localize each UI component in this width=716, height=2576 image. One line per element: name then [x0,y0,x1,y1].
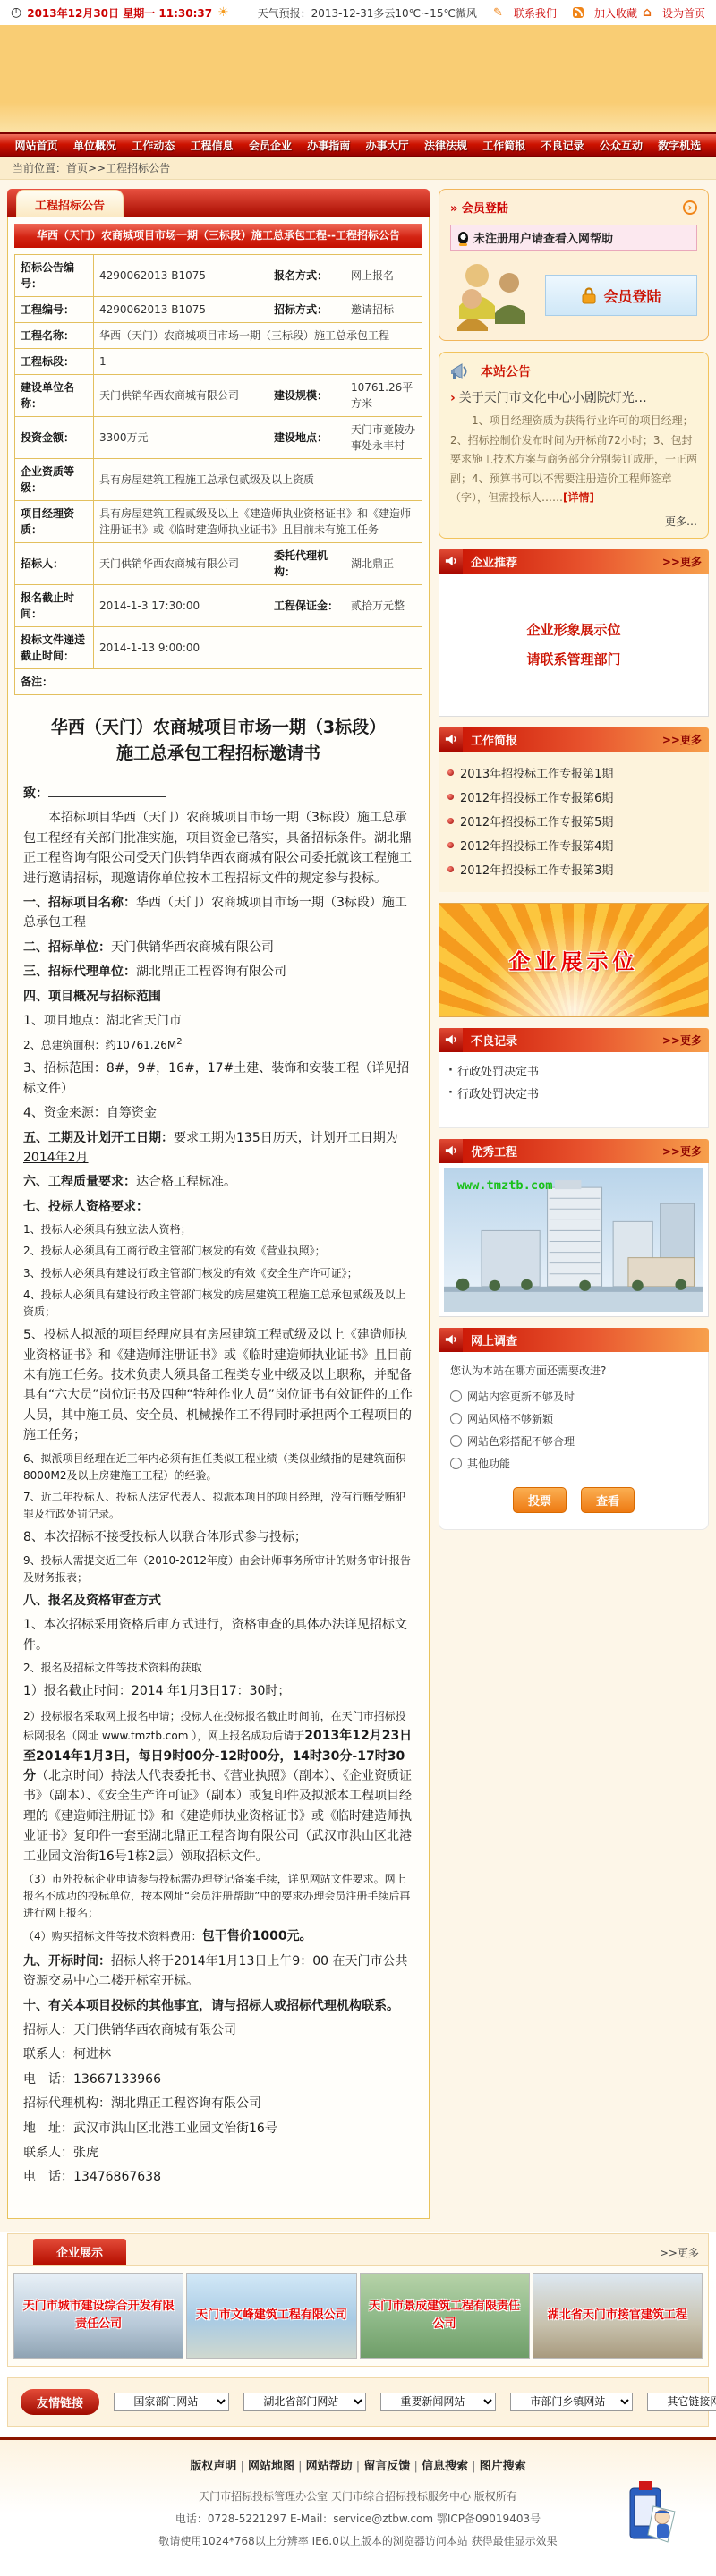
tab-tender-notice[interactable]: 工程招标公告 [16,190,124,217]
sun-icon: ☀ [217,5,229,20]
survey-section [439,1328,709,1530]
field-label: 报名截止时间： [15,585,94,627]
speaker-icon [439,727,463,752]
recommend-placeholder[interactable] [439,574,709,717]
member-login-box [439,189,709,341]
list-item[interactable] [448,857,703,881]
list-item[interactable] [448,1082,699,1104]
doc-paragraph: 1、项目地点：湖北省天门市 [23,1013,182,1028]
clock-icon: ◷ [11,5,22,20]
registration-text: 2）投标报名采取网上报名申请；投标人在投标报名截止时间前，在天门市招标投标网报名（网址 www.tmztb.com ），网上报名成功后请于 [23,1709,406,1743]
current-datetime: 2013年12月30日 星期一 11:30:37 [27,6,213,20]
doc-paragraph: 4、资金来源：自筹资金 [23,1106,157,1121]
section-text: 要求工期为 [174,1130,236,1145]
footer-link-image-search[interactable]: 图片搜索 [479,2459,526,2473]
doc-paragraph: 2、报名及招标文件等技术资料的获取 [23,1662,202,1675]
briefing-item-text: 2012年招投标工作专报第3期 [460,863,614,878]
section-text: 湖北鼎正工程咨询有限公司 [136,965,286,980]
login-row [450,259,697,331]
field-value: 天门供销华西农商城有限公司 [94,543,268,585]
survey-option[interactable] [450,1385,697,1407]
arrow-icon: › [450,391,456,405]
invitation-document [14,695,422,2212]
table-row [15,669,422,695]
doc-paragraph: 3、投标人必须具有建设行政主管部门核发的有效《安全生产许可证》； [23,1266,358,1279]
briefing-more-link[interactable]: >>更多 [661,733,702,746]
enterprise-ad-banner[interactable] [439,903,709,1017]
doc-paragraph: 8、本次招标不接受投标人以联合体形式参与投标； [23,1530,307,1545]
company-banner-image[interactable] [360,2273,530,2359]
doc-paragraph: 本招标项目华西（天门）农商城项目市场一期（3标段）施工总承包工程经有关部门批准实施，项目资金已落实，具备招标条件。湖北鼎正工程咨询有限公司受天门供销华西农商城有限公司委托就该工程施工进行邀请招标，现邀请你单位按本工程招标文件的规定参与投标。 [23,811,412,886]
field-label: 建设单位名称： [15,375,94,417]
doc-paragraph: 3、招标范围：8#，9#，16#，17#土建、装饰和安装工程（详见招标文件） [23,1061,410,1096]
survey-option[interactable] [450,1430,697,1452]
company-banner-image[interactable] [13,2273,183,2359]
fee-label: （4）购买招标文件等技术资料费用： [23,1930,202,1943]
showcase-strip [8,2266,708,2366]
footer-contact-line: 电话：0728-5221297 E-Mail：service@ztbw.com 鄂ICP备09019403号 [175,2512,541,2525]
fee-value: 包干售价1000元。 [201,1929,312,1944]
image-watermark: www.tmztb.com [456,1179,553,1194]
list-item[interactable] [448,761,703,785]
breadcrumb: 当前位置：首页>>工程招标公告 [0,157,716,180]
contact-line: 地 址：武汉市洪山区北港工业园文治街16号 [23,2121,277,2136]
field-value: 邀请招标 [345,297,422,323]
contact-line: 招标人：天门供销华西农商城有限公司 [23,2023,236,2038]
friend-links-select-province[interactable] [243,2393,366,2411]
company-banner-text: 湖北省天门市接官建筑工程 [547,2308,687,2322]
radio-button[interactable] [450,1413,462,1424]
field-value: 10761.26平方米 [345,375,422,417]
qq-penguin-icon [458,232,468,244]
nav-item-about[interactable]: 单位概况 [72,139,116,152]
survey-option-label: 其他功能 [467,1457,511,1470]
announcement-more-link[interactable]: 更多… [664,514,697,528]
survey-title: 网上调查 [471,1334,518,1348]
doc-paragraph: 1）报名截止时间：2014 年1月3日17：30时； [23,1684,291,1699]
field-value-empty [268,627,422,669]
table-row [15,627,422,669]
member-login-label: 会员登陆 [603,287,661,305]
doc-paragraph [23,938,413,957]
nav-item-laws[interactable]: 法律法规 [423,139,467,152]
doc-paragraph: 八、报名及资格审查方式 [23,1594,161,1609]
doc-paragraph: （3）市外投标企业申请参与投标需办理登记备案手续，详见网站文件要求。网上报名不成功的投标单位，按本网址“会员注册帮助”中的要求办理会员注册手续后再进行网上报名； [23,1872,411,1920]
speaker-icon [439,1028,463,1052]
field-value: 4290062013-B1075 [94,297,268,323]
bad-records-header [439,1028,709,1052]
recommend-line2: 请联系管理部门 [526,651,621,668]
main-nav [0,132,716,157]
field-value: 天门供销华西农商城有限公司 [94,375,268,417]
nav-item-members[interactable]: 会员企业 [248,139,292,152]
list-item[interactable] [448,1059,699,1082]
announcement-body-text: 1、项目经理资质为获得行业许可的项目经理；2、招标控制价发布时间为开标前72小时；3、包封要求施工技术方案与商务部分分别装订成册，一正两副；4、预算书可以不需要注册造价工程师签章（字），但需投标人…… [450,414,698,505]
bad-record-text: 行政处罚决定书 [456,1087,539,1101]
main-content [0,180,716,2232]
right-sidebar [439,189,709,1530]
table-row [15,417,422,459]
contact-line: 联系人：柯进林 [23,2047,111,2062]
bad-records-list [439,1052,709,1128]
section-heading: 二、招标单位： [23,939,111,955]
showcase-tab[interactable]: 企业展示 [33,2239,126,2265]
enterprise-showcase [7,2233,709,2367]
lock-icon [581,286,597,304]
view-results-button[interactable]: 查看 [581,1487,635,1513]
contact-line: 电 话：13476867638 [23,2170,161,2185]
field-value: 4290062013-B1075 [94,255,268,297]
field-label: 投标文件递送截止时间： [15,627,94,669]
bullet-icon [448,866,454,872]
nav-item-bad-records[interactable]: 不良记录 [541,139,584,152]
contact-line: 联系人：张虎 [23,2145,98,2160]
police-mascot-image [626,2479,678,2546]
bullet-icon [448,794,454,800]
doc-paragraph: 1、投标人必须具有独立法人资格； [23,1223,192,1237]
section-heading: 五、工期及计划开工日期： [23,1130,174,1145]
announcement-link[interactable] [450,388,697,406]
table-row [15,585,422,627]
doc-paragraph: 1、本次招标采用资格后审方式进行，资格审查的具体办法详见招标文件。 [23,1618,407,1653]
nav-item-digital[interactable]: 数字机选 [658,139,702,152]
table-row [15,349,422,375]
field-label: 企业资质等级： [15,459,94,501]
list-item[interactable] [448,833,703,857]
nav-item-home[interactable]: 网站首页 [14,139,58,152]
section-text: 天门供销华西农商城有限公司 [111,939,274,955]
rss-favorite-icon [573,7,584,18]
doc-paragraph: 七、投标人资格要求： [23,1199,149,1214]
doc-paragraph: 十、有关本项目投标的其他事宜，请与招标人或招标代理机构联系。 [23,1998,399,2013]
showcase-more-link[interactable]: >>更多 [659,2246,699,2259]
field-value: 网上报名 [345,255,422,297]
section-text: 达合格工程标准。 [136,1175,236,1190]
site-header-banner [0,25,716,132]
field-value: 华西（天门）农商城项目市场一期（三标段）施工总承包工程 [94,323,422,349]
doc-paragraph [23,1172,413,1192]
bullet-icon [448,818,454,824]
field-label: 工程保证金： [268,585,345,627]
friend-links-select-news[interactable] [380,2393,496,2411]
field-value: 具有房屋建筑工程贰级及以上《建造师执业资格证书》和《建造师注册证书》或《临时建造师执业证书》且目前未有施工任务 [94,501,422,543]
field-label: 项目经理资质： [15,501,94,543]
footer-browser-line: 敬请使用1024*768以上分辨率 IE6.0以上版本的浏览器访问本站 获得最佳显示效果 [158,2535,558,2548]
area-superscript: 2 [176,1037,183,1048]
company-banner-text: 天门市城市建设综合开发有限责任公司 [22,2300,175,2331]
footer-text [0,2486,716,2554]
doc-paragraph: 4、投标人必须具有建设行政主管部门核发的房屋建筑工程施工总承包贰级及以上资质； [23,1288,406,1318]
notice-title-bar: 华西（天门）农商城项目市场一期（三标段）施工总承包工程--工程招标公告 [14,224,422,248]
field-value: 湖北鼎正 [345,543,422,585]
expand-arrow-icon[interactable]: › [683,200,697,215]
bad-record-text: 行政处罚决定书 [456,1065,539,1079]
site-announcement-box [439,352,709,539]
left-column [7,189,430,2219]
table-row [15,323,422,349]
radio-button[interactable] [450,1390,462,1402]
field-value: 2014-1-3 17:30:00 [94,585,268,627]
table-row [15,459,422,501]
bullet-icon [448,769,454,776]
table-row [15,501,422,543]
set-homepage-link[interactable]: 设为首页 [661,6,705,20]
add-favorite-link[interactable]: 加入收藏 [593,6,637,20]
footer-link-sitemap[interactable]: 网站地图 | [248,2460,306,2473]
friend-links-bar [7,2377,709,2427]
tender-notice-box [7,217,430,2219]
company-banner-image[interactable] [533,2273,703,2359]
company-banner-text: 天门市文峰建筑工程有限公司 [195,2308,347,2322]
field-value: 1 [94,349,422,375]
field-label: 投资金额： [15,417,94,459]
survey-option[interactable] [450,1407,697,1430]
document-title-line1: 华西（天门）农商城项目市场一期（3标段） [50,718,387,737]
doc-paragraph: 9、投标人需提交近三年（2010-2012年度）由会计师事务所审计的财务审计报告及财务报表； [23,1553,412,1584]
bullet-icon: · [448,1085,453,1100]
excellent-projects-more-link[interactable]: >>更多 [661,1144,702,1158]
survey-header [439,1328,709,1352]
section-heading: 六、工程质量要求： [23,1175,136,1190]
survey-option-label: 网站内容更新不够及时 [467,1390,575,1403]
registration-dates: 2013年12月23日至2014年1月3日，每日9时00分-12时00分，14时30分-17时30分 [23,1729,413,1783]
doc-paragraph [23,1128,413,1169]
announcement-body [450,412,697,508]
announcement-title: 本站公告 [481,365,531,379]
speaker-icon [439,1139,463,1163]
doc-paragraph: 四、项目概况与招标范围 [23,989,161,1004]
briefing-title: 工作简报 [471,734,518,748]
field-label: 备注： [15,669,422,695]
vote-button[interactable]: 投票 [513,1487,567,1513]
section-text: 招标人将于2014年1月13日上午9：00 在天门市公共资源交易中心二楼开标室开标。 [23,1953,408,1989]
survey-question: 您认为本站在哪方面还需要改进? [450,1364,607,1377]
salutation: 致： [23,786,48,801]
briefing-header [439,727,709,752]
list-item[interactable] [448,809,703,833]
footer-link-help[interactable]: 网站帮助 | [306,2460,364,2473]
friend-links-select-city[interactable] [510,2393,633,2411]
briefing-item-text: 2013年招投标工作专报第1期 [460,767,614,781]
doc-paragraph [23,1951,413,1992]
footer-link-feedback[interactable]: 留言反馈 | [363,2460,422,2473]
member-login-title: » 会员登陆 [450,202,508,216]
contact-icon: ✎ [493,5,503,20]
survey-option-label: 网站色彩搭配不够合理 [467,1434,575,1448]
survey-option[interactable] [450,1452,697,1475]
briefing-item-text: 2012年招投标工作专报第6期 [460,791,614,805]
recommend-more-link[interactable]: >>更多 [661,555,702,568]
detail-link[interactable]: [详情] [563,491,594,505]
register-help-label: 未注册用户请查看入网帮助 [473,233,614,246]
bullet-icon: · [448,1063,453,1077]
radio-button[interactable] [450,1458,462,1469]
recommend-header [439,549,709,574]
contact-line: 招标代理机构：湖北鼎正工程咨询有限公司 [23,2096,261,2112]
recommend-line1: 企业形象展示位 [526,622,621,639]
speaker-icon [439,1328,463,1352]
doc-paragraph [23,784,413,803]
registration-text: （北京时间）持法人代表委托书、《营业执照》（副本）、《企业资质证书》（副本）、《安全生产许可证》（副本）或复印件及拟派本工程项目经理的《建造师注册证书》和《建造师执业资格证书》或《临时建造师执业证书》复印件一套至湖北鼎正工程咨询有限公司（武汉市洪山区北港工业园文治街16号1栋2层）领取招标文件。 [23,1768,412,1864]
briefing-list [439,752,709,892]
recommend-title: 企业推荐 [471,556,518,570]
notice-tabbar [7,189,430,217]
table-row [15,297,422,323]
field-label: 招标人： [15,543,94,585]
doc-paragraph [23,1035,413,1054]
announcement-header [450,361,697,381]
contact-us-link[interactable]: 联系我们 [513,6,557,20]
excellent-projects-section [439,1139,709,1317]
field-label: 招标公告编号： [15,255,94,297]
briefing-item-text: 2012年招投标工作专报第4期 [460,839,614,854]
doc-paragraph [23,893,413,933]
area-text: 2、总建筑面积：约10761.26M [23,1039,177,1052]
nav-item-projects[interactable]: 工程信息 [190,139,234,152]
bullet-icon [448,842,454,848]
speaker-icon [439,549,463,574]
footer-link-search[interactable]: 信息搜索 | [422,2460,480,2473]
nav-item-hall[interactable]: 办事大厅 [365,139,409,152]
field-value: 3300万元 [94,417,268,459]
doc-paragraph [23,1706,413,1866]
underlined-value: 135 [236,1130,260,1145]
footer-link-copyright[interactable]: 版权声明 | [190,2460,248,2473]
doc-paragraph [23,962,413,982]
bad-records-section [439,1028,709,1128]
nav-item-news[interactable]: 工作动态 [132,139,175,152]
survey-option-label: 网站风格不够新颖 [467,1412,554,1425]
company-banner-text: 天门市景成建筑工程有限责任公司 [369,2300,521,2331]
section-text: 华西（天门）农商城项目市场一期（3标段）施工总承包工程 [23,895,407,931]
field-label: 工程名称： [15,323,94,349]
showcase-bar [8,2234,708,2266]
excellent-projects-title: 优秀工程 [471,1145,518,1160]
members-avatars-image [450,259,536,331]
bad-records-title: 不良记录 [471,1034,518,1049]
company-banner-image[interactable] [186,2273,356,2359]
table-row [15,255,422,297]
briefing-item-text: 2012年招投标工作专报第5期 [460,815,614,829]
friend-links-select-other[interactable] [647,2393,716,2411]
document-title-line2: 施工总承包工程招标邀请书 [115,743,320,763]
section-heading: 三、招标代理单位： [23,965,136,980]
announcement-link-text: 关于天门市文化中心小剧院灯光… [458,391,647,405]
excellent-project-image[interactable] [439,1163,709,1317]
nav-item-guide[interactable]: 办事指南 [307,139,351,152]
survey-form [439,1352,709,1530]
section-heading: 九、开标时间： [23,1953,111,1968]
field-label: 工程标段： [15,349,94,375]
footer-links [0,2456,716,2473]
doc-paragraph [23,1926,413,1946]
field-label: 建设地点： [268,417,345,459]
doc-paragraph: 6、拟派项目经理在近三年内必须有担任类似工程业绩（类似业绩指的是建筑面积8000M2及以上房建施工工程）的经验。 [23,1451,406,1482]
nav-item-interaction[interactable]: 公众互动 [599,139,643,152]
register-help-button[interactable] [450,225,697,251]
friend-links-label: 友情链接 [21,2389,99,2415]
footer-copyright-line: 天门市招标投标管理办公室 天门市综合招标投标服务中心 版权所有 [199,2489,517,2503]
topbar [0,0,716,25]
contact-line: 电 话：13667133966 [23,2071,161,2087]
field-label: 招标方式： [268,297,345,323]
doc-paragraph: 5、投标人拟派的项目经理应具有房屋建筑工程贰级及以上《建造师执业资格证书》和《建造师注册证书》或《临时建造师执业证书》且目前未有施工任务。技术负责人须具备工程类专业中级及以上职称，并配备具有“六大员”岗位证书及四种“特种作业人员”岗位证书有效证件的工作人员，其中施工员、安全员、机械操作工不得同时承担两个工程项目的施工任务； [23,1328,413,1443]
section-text: 日历天，计划开工日期为 [260,1130,398,1145]
field-label: 委托代理机构： [268,543,345,585]
field-value: 天门市竟陵办事处永丰村 [345,417,422,459]
megaphone-icon [450,361,473,381]
member-login-header [450,199,697,216]
doc-paragraph: 7、近二年投标人、投标人法定代表人、拟派本项目的项目经理，没有行贿受贿犯罪及行政处罚记录。 [23,1490,406,1521]
table-row [15,543,422,585]
excellent-projects-header [439,1139,709,1163]
nav-item-briefing[interactable]: 工作简报 [482,139,526,152]
tender-info-table [14,254,422,695]
friend-links-select-national[interactable] [114,2393,229,2411]
table-row [15,375,422,417]
weather-forecast: 天气预报：2013-12-31多云10℃~15℃微风 [257,6,477,20]
field-value: 具有房屋建筑工程施工总承包贰级及以上资质 [94,459,422,501]
field-label: 报名方式： [268,255,345,297]
underlined-value: 2014年2月 [23,1151,89,1166]
list-item[interactable] [448,785,703,809]
ad-banner-text: 企业展示位 [508,949,639,975]
field-value: 贰拾万元整 [345,585,422,627]
field-label: 工程编号： [15,297,94,323]
home-icon: ⌂ [642,5,652,20]
radio-button[interactable] [450,1435,462,1447]
member-login-button[interactable] [545,275,697,316]
bad-records-more-link[interactable]: >>更多 [661,1033,702,1047]
recommend-section [439,549,709,717]
document-title [23,715,413,766]
briefing-section [439,727,709,892]
section-heading: 一、招标项目名称： [23,895,136,910]
field-value: 2014-1-13 9:00:00 [94,627,268,669]
footer [0,2440,716,2576]
doc-paragraph: 2、投标人必须具有工商行政主管部门核发的有效《营业执照》； [23,1245,326,1258]
field-label: 建设规模： [268,375,345,417]
salutation-blank-line [48,786,166,797]
